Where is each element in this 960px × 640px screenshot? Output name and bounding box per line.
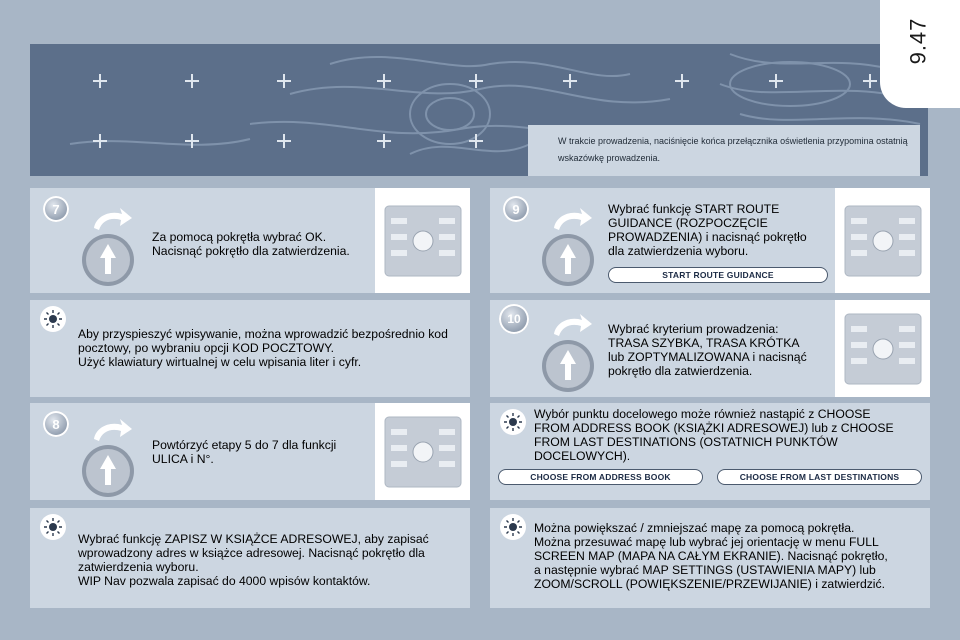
tip-postal-panel: [30, 300, 470, 397]
tip-badge: [40, 514, 66, 540]
step-9-text: Wybrać funkcję START ROUTE GUIDANCE (ROZPOCZĘCIE PROWADZENIA) i nacisnąć pokrętło dla zatwierdzenia wyboru.: [608, 202, 807, 258]
choose-from-last-destinations-button[interactable]: CHOOSE FROM LAST DESTINATIONS: [717, 469, 922, 485]
tip-destination-text: Wybór punktu docelowego może również nastąpić z CHOOSE FROM ADDRESS BOOK (KSIĄŻKI ADRESOWEJ) lub z CHOOSE FROM LAST DESTINATIONS (OSTATNICH PUNKTÓW DOCELOWYCH).: [534, 407, 894, 463]
step-10-text: Wybrać kryterium prowadzenia: TRASA SZYBKA, TRASA KRÓTKA lub ZOPTYMALIZOWANA i nacisnąć pokrętło dla zatwierdzenia.: [608, 322, 807, 378]
start-route-guidance-button[interactable]: START ROUTE GUIDANCE: [608, 267, 828, 283]
lightbulb-icon: [503, 517, 523, 537]
step-number-badge: 10: [499, 304, 529, 334]
tip-address-book-text: Wybrać funkcję ZAPISZ W KSIĄŻCE ADRESOWEJ, aby zapisać wprowadzony adres w książce adresowej. Nacisnąć pokrętło dla zatwierdzenia wyboru. WIP Nav pozwala zapisać do 4000 wpisów kontaktów.: [78, 532, 429, 588]
tip-postal-text: Aby przyspieszyć wpisywanie, można wprowadzić bezpośrednio kod pocztowy, po wybraniu opcji KOD POCZTOWY. Użyć klawiatury wirtualnej w celu wpisania liter i cyfr.: [78, 327, 448, 369]
step-7-panel: [30, 188, 470, 293]
radio-unit-icon: [843, 312, 923, 386]
tip-badge: [500, 514, 526, 540]
choose-from-address-book-button[interactable]: CHOOSE FROM ADDRESS BOOK: [498, 469, 703, 485]
lightbulb-icon: [43, 309, 63, 329]
tip-map-panel: [490, 508, 930, 608]
radio-frame: [375, 188, 470, 293]
step-8-panel: [30, 403, 470, 500]
radio-frame: [835, 188, 930, 293]
lightbulb-icon: [43, 517, 63, 537]
page-number: 9.47: [905, 17, 931, 65]
radio-unit-icon: [843, 204, 923, 278]
radio-frame: [835, 300, 930, 397]
tip-badge: [40, 306, 66, 332]
rotary-knob-icon: [530, 202, 610, 290]
banner-note: W trakcie prowadzenia, naciśnięcie końca przełącznika oświetlenia przypomina ostatnią wskazówkę prowadzenia.: [528, 125, 920, 176]
page-tab: [880, 0, 960, 108]
rotary-knob-icon: [70, 413, 150, 501]
tip-map-text: Można powiększać / zmniejszać mapę za pomocą pokrętła. Można przesuwać mapę lub wybrać jej orientację w menu FULL SCREEN MAP (MAPA NA CAŁYM EKRANIE). Nacisnąć pokrętło, a następnie wybrać MAP SETTINGS (USTAWIENIA MAPY) lub ZOOM/SCROLL (POWIĘKSZENIE/PRZEWIJANIE) i zatwierdzić.: [534, 521, 888, 591]
step-8-text: Powtórzyć etapy 5 do 7 dla funkcji ULICA i N°.: [152, 438, 337, 466]
rotary-knob-icon: [530, 308, 610, 396]
map-banner: [30, 44, 928, 176]
step-7-text: Za pomocą pokrętła wybrać OK. Nacisnąć pokrętło dla zatwierdzenia.: [152, 230, 350, 258]
step-number-badge: 8: [43, 411, 69, 437]
step-number-badge: 9: [503, 196, 529, 222]
tip-badge: [500, 409, 526, 435]
tip-address-book-panel: [30, 508, 470, 608]
radio-unit-icon: [383, 415, 463, 489]
tip-destination-panel: [490, 403, 930, 500]
radio-unit-icon: [383, 204, 463, 278]
step-9-panel: [490, 188, 930, 293]
step-10-panel: [490, 300, 930, 397]
radio-frame: [375, 403, 470, 500]
lightbulb-icon: [503, 412, 523, 432]
rotary-knob-icon: [70, 202, 150, 290]
step-number-badge: 7: [43, 196, 69, 222]
